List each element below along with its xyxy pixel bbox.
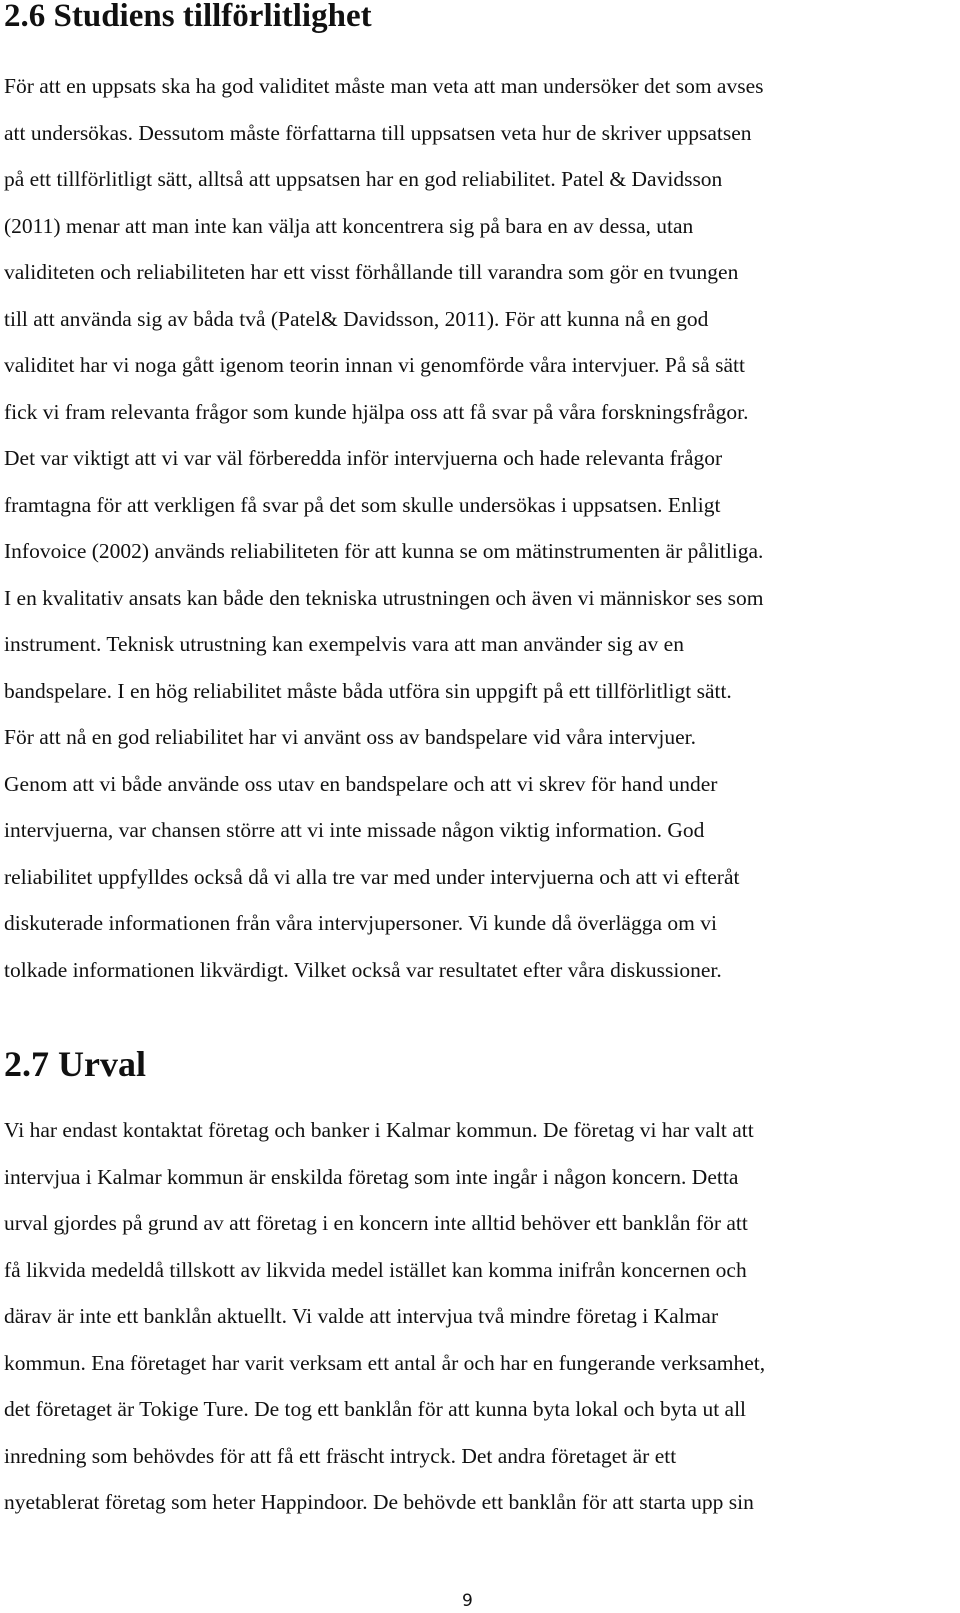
paragraph-line: reliabilitet uppfylldes också då vi alla tre var med under intervjuerna och att vi efteråt xyxy=(4,864,740,889)
paragraph-line: därav är inte ett banklån aktuellt. Vi valde att intervjua två mindre företag i Kalmar xyxy=(4,1304,719,1328)
page-number: 9 xyxy=(462,1591,473,1611)
paragraph-line: I en kvalitativ ansats kan både den tekniska utrustningen och även vi människor ses som xyxy=(4,585,764,610)
paragraph-line: diskuterade informationen från våra intervjupersoner. Vi kunde då överlägga om vi xyxy=(4,911,717,935)
paragraph-line: det företaget är Tokige Ture. De tog ett banklån för att kunna byta lokal och byta ut all xyxy=(4,1397,747,1421)
paragraph-line: inredning som behövdes för att få ett fräscht intryck. Det andra företaget är ett xyxy=(4,1443,677,1468)
section-heading-2-7: 2.7 Urval xyxy=(4,1044,146,1084)
paragraph-line: intervjuerna, var chansen större att vi inte missade någon viktig information. God xyxy=(4,818,705,842)
section-2-7-paragraph xyxy=(4,1107,960,1526)
paragraph-line: urval gjordes på grund av att företag i en koncern inte alltid behöver ett banklån för att xyxy=(4,1211,748,1235)
paragraph-line: på ett tillförlitligt sätt, alltså att uppsatsen har en god reliabilitet. Patel & Davidsson xyxy=(4,167,723,191)
paragraph-line: framtagna för att verkligen få svar på det som skulle undersökas i uppsatsen. Enligt xyxy=(4,492,721,517)
paragraph-line: tolkade informationen likvärdigt. Vilket också var resultatet efter våra diskussioner. xyxy=(4,957,722,982)
paragraph-line: Genom att vi både använde oss utav en bandspelare och att vi skrev för hand under xyxy=(4,771,718,796)
paragraph-line: kommun. Ena företaget har varit verksam ett antal år och har en fungerande verksamhet, xyxy=(4,1350,766,1375)
paragraph-line: bandspelare. I en hög reliabilitet måste båda utföra sin uppgift på ett tillförlitligt sätt. xyxy=(4,678,732,703)
paragraph-line: fick vi fram relevanta frågor som kunde hjälpa oss att få svar på våra forskningsfrågor. xyxy=(4,399,749,424)
paragraph-line: få likvida medeldå tillskott av likvida medel istället kan komma inifrån koncernen och xyxy=(4,1257,747,1282)
section-2-6-paragraph xyxy=(4,63,960,993)
paragraph-line: instrument. Teknisk utrustning kan exempelvis vara att man använder sig av en xyxy=(4,632,684,656)
paragraph-line: Infovoice (2002) används reliabiliteten för att kunna se om mätinstrumenten är pålitliga. xyxy=(4,539,764,563)
paragraph-line: intervjua i Kalmar kommun är enskilda företag som inte ingår i någon koncern. Detta xyxy=(4,1164,739,1189)
section-heading-2-6: 2.6 Studiens tillförlitlighet xyxy=(4,0,372,34)
paragraph-line: att undersökas. Dessutom måste författarna till uppsatsen veta hur de skriver uppsatsen xyxy=(4,120,752,145)
paragraph-line: Det var viktigt att vi var väl förberedda inför intervjuerna och hade relevanta frågor xyxy=(4,446,723,470)
paragraph-line: (2011) menar att man inte kan välja att koncentrera sig på bara en av dessa, utan xyxy=(4,213,694,238)
paragraph-line: nyetablerat företag som heter Happindoor. De behövde ett banklån för att starta upp sin xyxy=(4,1490,754,1514)
paragraph-line: För att nå en god reliabilitet har vi använt oss av bandspelare vid våra intervjuer. xyxy=(4,725,696,749)
paragraph-line: validiteten och reliabiliteten har ett visst förhållande till varandra som gör en tvungen xyxy=(4,260,739,284)
paragraph-line: till att använda sig av båda två (Patel& Davidsson, 2011). För att kunna nå en god xyxy=(4,306,709,331)
paragraph-line: För att en uppsats ska ha god validitet måste man veta att man undersöker det som avses xyxy=(4,74,764,98)
paragraph-line: Vi har endast kontaktat företag och banker i Kalmar kommun. De företag vi har valt att xyxy=(4,1118,754,1142)
paragraph-line: validitet har vi noga gått igenom teorin innan vi genomförde våra intervjuer. På så sätt xyxy=(4,353,745,377)
